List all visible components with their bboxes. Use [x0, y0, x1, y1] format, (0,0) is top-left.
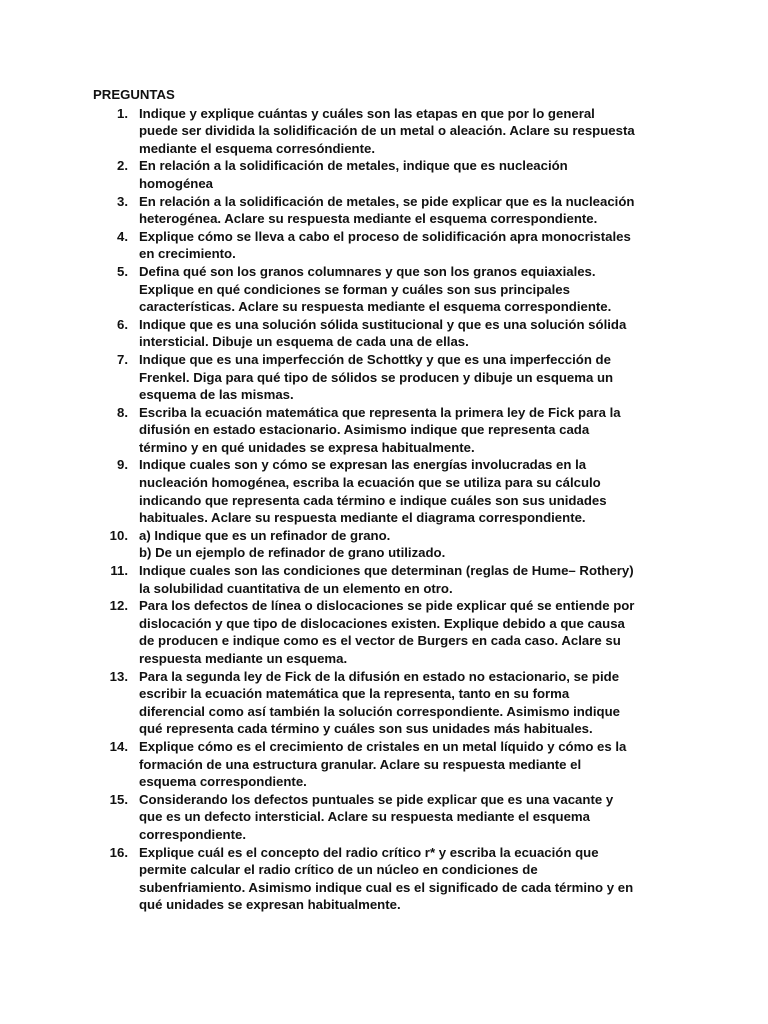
- question-item: [93, 263, 683, 316]
- question-number: 13.: [109, 668, 128, 684]
- question-list: [93, 105, 683, 914]
- question-text: Indique cuales son y cómo se expresan las energías involucradas en la nucleación homogénea, escriba la ecuación que se utiliza para su cálculo indicando que representa cada término e indique cuáles son sus unidades habituales. Aclare su respuesta mediante el diagrama correspondiente.: [139, 457, 607, 526]
- question-number: 2.: [117, 158, 128, 174]
- question-item: [93, 316, 683, 351]
- question-item: [93, 157, 683, 192]
- question-text: Indique que es una solución sólida sustitucional y que es una solución sólida intersticial. Dibuje un esquema de cada una de ellas.: [139, 316, 627, 350]
- question-item: [93, 738, 683, 791]
- question-item: [93, 105, 683, 158]
- question-text: Defina qué son los granos columnares y que son los granos equiaxiales. Explique en qué condiciones se forman y cuáles son sus principales características. Aclare su respuesta mediante el esquema correspondiente.: [139, 263, 612, 315]
- question-number: 10.: [109, 527, 128, 543]
- question-number: 12.: [109, 598, 128, 614]
- question-number: 15.: [109, 791, 128, 807]
- question-item: [93, 193, 683, 228]
- question-text: Indique y explique cuántas y cuáles son las etapas en que por lo general puede ser dividida la solidificación de un metal o aleación. Aclare su respuesta mediante el esquema corresóndiente.: [139, 105, 635, 156]
- question-item: [93, 597, 683, 667]
- question-item: [93, 562, 683, 597]
- question-number: 6.: [117, 316, 128, 332]
- question-text: a) Indique que es un refinador de grano. b) De un ejemplo de refinador de grano utilizado.: [139, 527, 446, 561]
- question-text: Indique que es una imperfección de Schottky y que es una imperfección de Frenkel. Diga para qué tipo de sólidos se producen y dibuje un esquema un esquema de las mismas.: [139, 351, 614, 403]
- question-item: [93, 456, 683, 526]
- question-number: 11.: [110, 563, 128, 579]
- question-number: 3.: [117, 193, 128, 209]
- question-number: 16.: [109, 844, 128, 860]
- question-number: 5.: [117, 263, 128, 279]
- question-number: 7.: [117, 351, 128, 367]
- question-text: Explique cómo es el crecimiento de cristales en un metal líquido y cómo es la formación de una estructura granular. Aclare su respuesta mediante el esquema correspondiente.: [139, 738, 627, 790]
- question-item: [93, 791, 683, 844]
- question-text: Indique cuales son las condiciones que determinan (reglas de Hume– Rothery) la solubilidad cuantitativa de un elemento en otro.: [139, 563, 634, 596]
- question-number: 1.: [117, 105, 128, 121]
- question-text: En relación a la solidificación de metales, indique que es nucleación homogénea: [139, 158, 568, 191]
- question-text: Escriba la ecuación matemática que representa la primera ley de Fick para la difusión en estado estacionario. Asimismo indique que representa cada término y en qué unidades se expresa habitualmente.: [139, 404, 621, 455]
- question-text: Considerando los defectos puntuales se pide explicar que es una vacante y que es un defecto intersticial. Aclare su respuesta mediante el esquema correspondiente.: [139, 791, 614, 842]
- question-number: 8.: [117, 404, 128, 420]
- question-number: 4.: [117, 228, 128, 244]
- question-number: 9.: [117, 457, 128, 473]
- question-item: [93, 844, 683, 914]
- question-text: Para la segunda ley de Fick de la difusión en estado no estacionario, se pide escribir la ecuación matemática que la representa, tanto en su forma diferencial como así también la solución correspondiente. Asimismo indique qué representa cada término y cuáles son sus unidades más habituales.: [139, 668, 620, 737]
- document-page: [93, 86, 683, 914]
- question-item: [93, 228, 683, 263]
- question-text: Explique cómo se lleva a cabo el proceso de solidificación apra monocristales en crecimiento.: [139, 228, 631, 262]
- question-number: 14.: [109, 738, 128, 754]
- question-item: [93, 404, 683, 457]
- question-item: [93, 527, 683, 562]
- question-text: En relación a la solidificación de metales, se pide explicar que es la nucleación heterogénea. Aclare su respuesta mediante el esquema correspondiente.: [139, 193, 635, 227]
- question-item: [93, 668, 683, 738]
- document-heading: PREGUNTAS: [93, 87, 175, 102]
- question-text: Para los defectos de línea o dislocaciones se pide explicar qué se entiende por dislocación y que tipo de dislocaciones existen. Explique debido a que causa de producen e indique como es el vector de Burgers en cada caso. Aclare su respuesta mediante un esquema.: [139, 598, 635, 666]
- question-text: Explique cuál es el concepto del radio crítico r* y escriba la ecuación que permite calcular el radio crítico de un núcleo en condiciones de subenfriamiento. Asimismo indique cual es el significado de cada término y en qué unidades se expresan habitualmente.: [139, 844, 634, 913]
- question-item: [93, 351, 683, 404]
